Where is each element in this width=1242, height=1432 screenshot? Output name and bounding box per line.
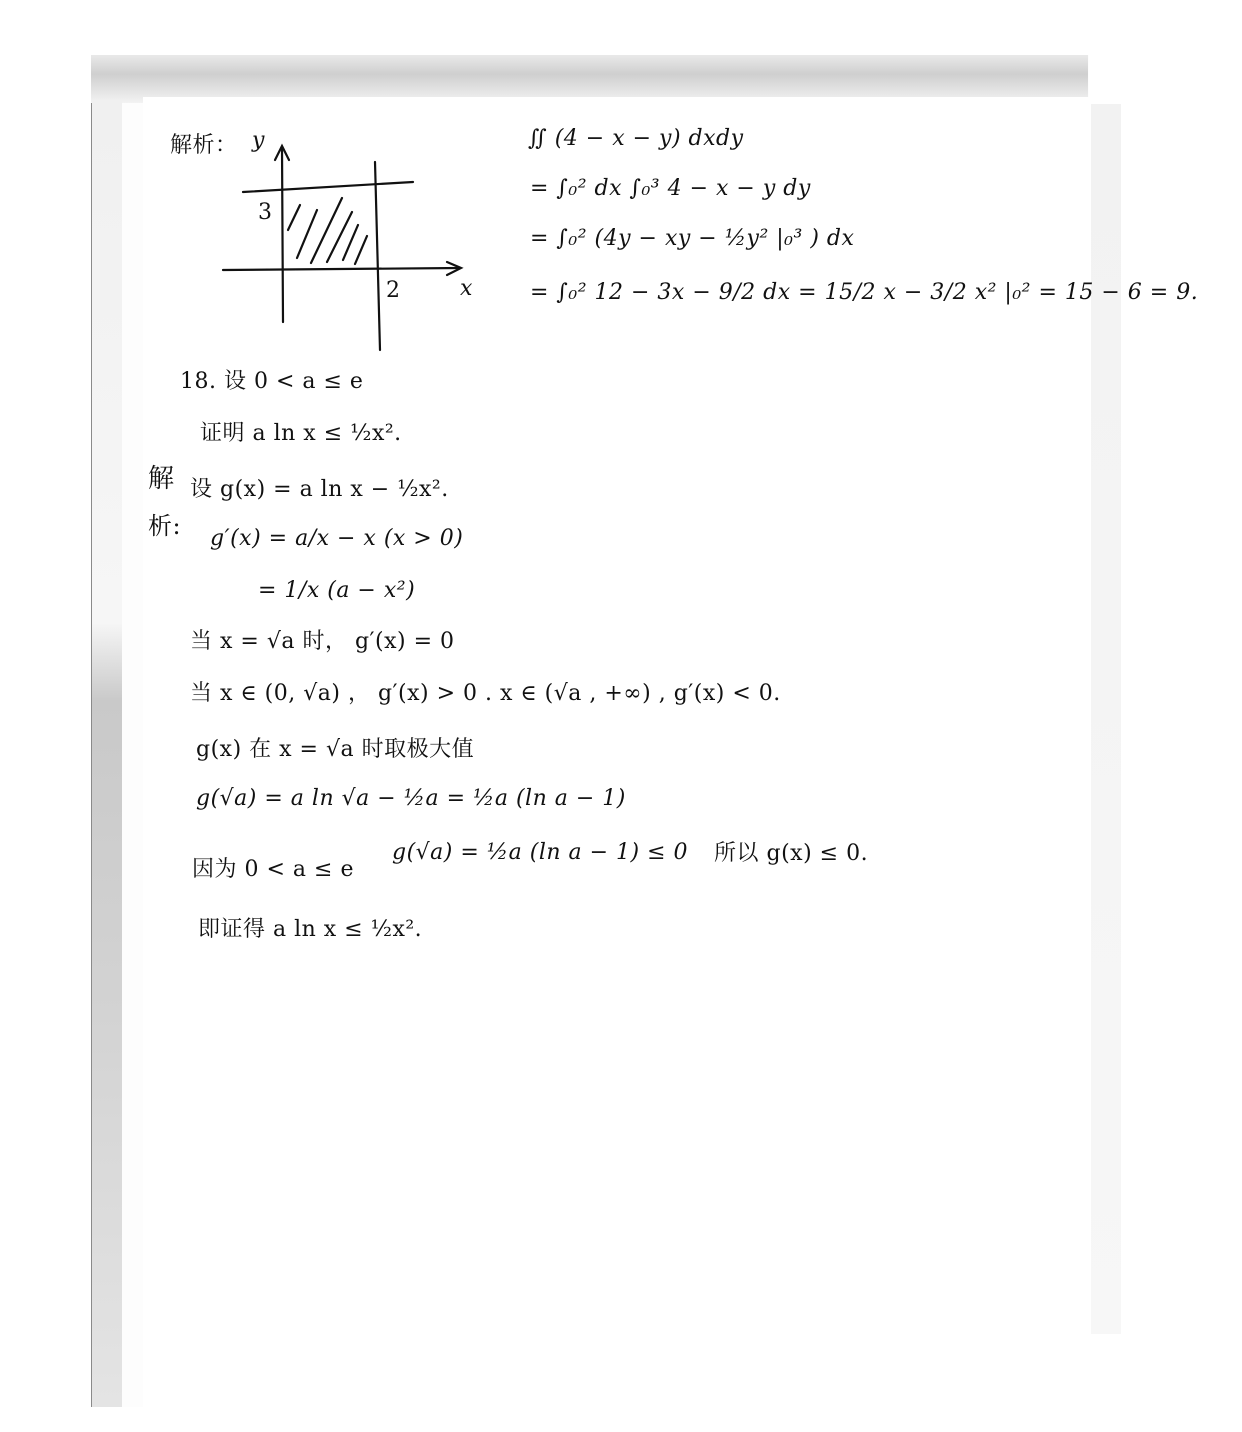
integral-line-3: = ∫₀² (4y − xy − ½y² |₀³ ) dx (530, 226, 855, 251)
step-therefore: 所以 g(x) ≤ 0. (714, 841, 869, 866)
problem-18-statement: 18. 设 0 < a ≤ e (180, 369, 364, 394)
step-critical-point: 当 x = √a 时， g′(x) = 0 (190, 629, 455, 654)
scan-shadow-left (92, 100, 122, 1407)
step-maximum: g(x) 在 x = √a 时取极大值 (196, 737, 475, 762)
conclusion: 即证得 a ln x ≤ ½x². (198, 917, 423, 942)
integral-line-1: ∬ (4 − x − y) dxdy (528, 126, 744, 151)
step-max-value: g(√a) = a ln √a − ½a = ½a (ln a − 1) (196, 786, 626, 811)
graph-x-label: x (460, 276, 473, 301)
step-monotonicity: 当 x ∈ (0, √a) ， g′(x) > 0 . x ∈ (√a , +∞) , g′(x) < 0. (190, 681, 781, 706)
graph-y-label: y (252, 128, 265, 153)
step-derivative-factored: = 1/x (a − x²) (258, 578, 416, 603)
scan-shadow-top (91, 55, 1088, 103)
integral-line-4: = ∫₀² 12 − 3x − 9/2 dx = 15/2 x − 3/2 x² |₀² = 15 − 6 = 9. (530, 280, 1199, 305)
integral-line-2: = ∫₀² dx ∫₀³ 4 − x − y dy (530, 176, 811, 201)
step-derivative: g′(x) = a/x − x (x > 0) (210, 526, 464, 551)
side-label-xi: 析: (148, 512, 182, 540)
graph-y-tick-3: 3 (258, 200, 272, 225)
step-because: 因为 0 < a ≤ e (192, 857, 354, 882)
region-graph (215, 140, 485, 355)
step-because-value: g(√a) = ½a (ln a − 1) ≤ 0 (392, 840, 689, 865)
graph-x-tick-2: 2 (386, 278, 400, 303)
solution-heading: 解析： (170, 133, 238, 158)
step-define-g: 设 g(x) = a ln x − ½x². (190, 477, 449, 502)
side-label-jie: 解 (148, 464, 175, 494)
problem-18-prove: 证明 a ln x ≤ ½x². (200, 421, 402, 446)
